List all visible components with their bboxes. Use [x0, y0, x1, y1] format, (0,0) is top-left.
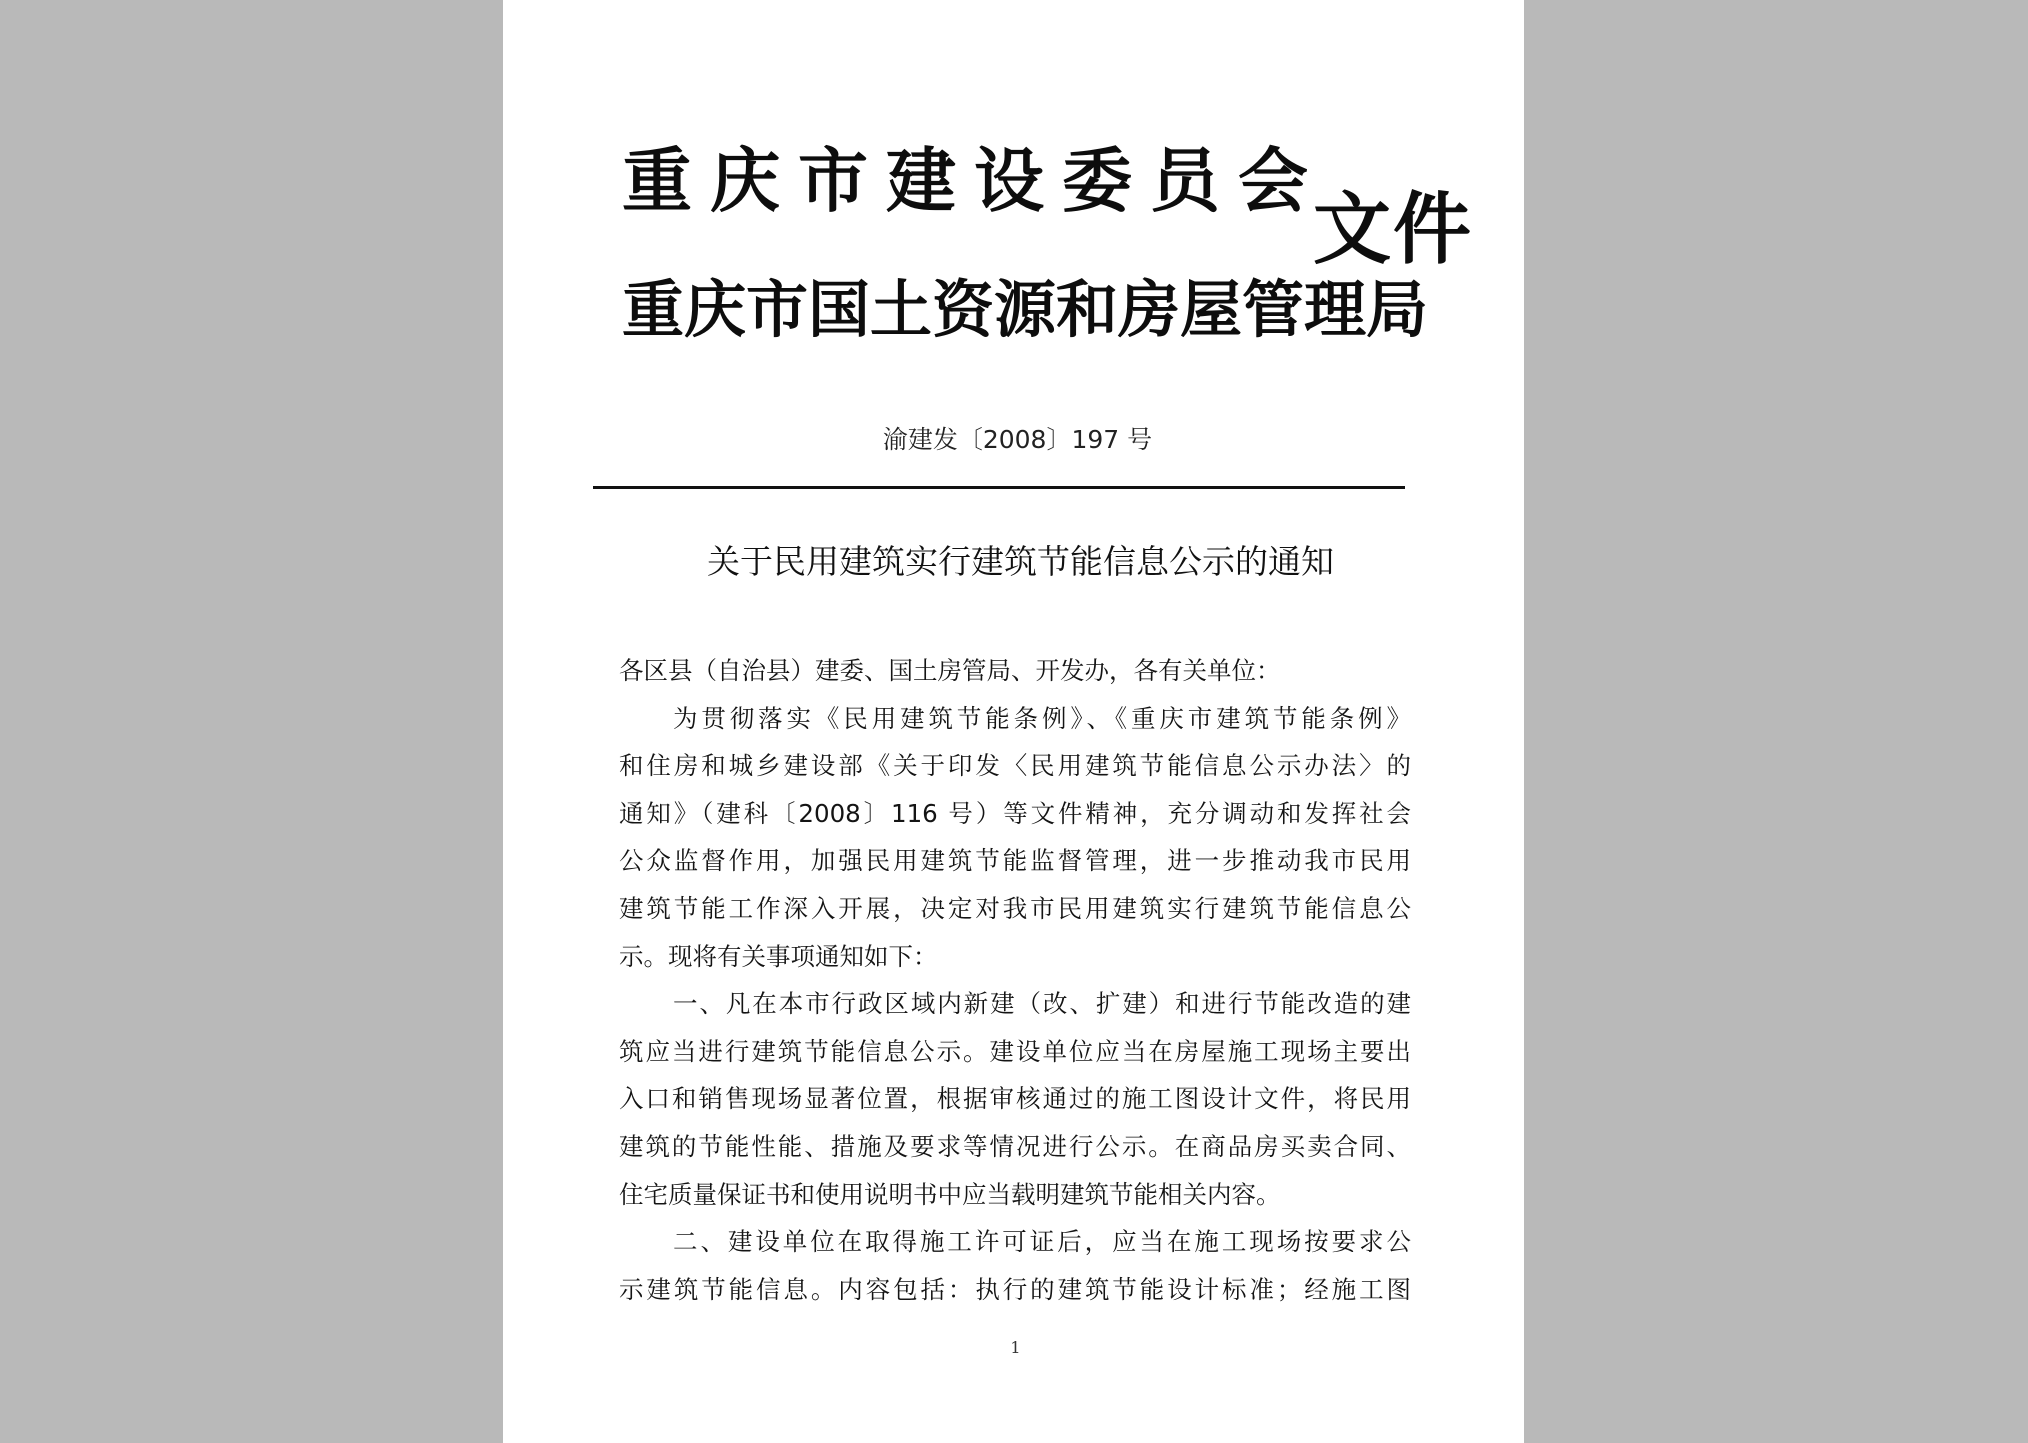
salutation-line: 各区县（自治县）建委、国土房管局、开发办，各有关单位： [619, 656, 1281, 685]
body-line: 和住房和城乡建设部《关于印发〈民用建筑节能信息公示办法〉的 [619, 751, 1411, 781]
body-line: 住宅质量保证书和使用说明书中应当载明建筑节能相关内容。 [619, 1179, 1281, 1209]
body-line: 公众监督作用，加强民用建筑节能监督管理，进一步推动我市民用 [619, 846, 1411, 876]
document-title: 关于民用建筑实行建筑节能信息公示的通知 [707, 542, 1334, 581]
body-line: 二、建设单位在取得施工许可证后，应当在施工现场按要求公 [673, 1227, 1411, 1257]
document-body [619, 647, 1411, 1313]
body-line: 建筑节能工作深入开展，决定对我市民用建筑实行建筑节能信息公 [619, 893, 1411, 923]
page-number: 1 [1010, 1338, 1021, 1357]
body-line: 筑应当进行建筑节能信息公示。建设单位应当在房屋施工现场主要出 [619, 1036, 1411, 1066]
body-line: 通知》（建科〔2008〕116 号）等文件精神，充分调动和发挥社会 [619, 798, 1411, 828]
issuer-name-2: 重庆市国土资源和房屋管理局 [622, 273, 1429, 346]
document-number: 渝建发〔2008〕197 号 [882, 425, 1153, 454]
document-page [503, 0, 1524, 1443]
document-label: 文件 [1313, 185, 1474, 275]
body-line: 示建筑节能信息。内容包括：执行的建筑节能设计标准；经施工图 [619, 1274, 1411, 1304]
body-line: 示。现将有关事项通知如下： [619, 941, 938, 971]
body-line: 建筑的节能性能、措施及要求等情况进行公示。在商品房买卖合同、 [619, 1131, 1411, 1161]
issuer-name-1: 重庆市建设委员会 [622, 140, 1326, 222]
body-line: 为贯彻落实《民用建筑节能条例》、《重庆市建筑节能条例》 [673, 703, 1411, 733]
body-line: 一、凡在本市行政区域内新建（改、扩建）和进行节能改造的建 [673, 989, 1411, 1019]
body-line: 入口和销售现场显著位置，根据审核通过的施工图设计文件，将民用 [619, 1084, 1411, 1114]
header-divider [593, 486, 1405, 489]
